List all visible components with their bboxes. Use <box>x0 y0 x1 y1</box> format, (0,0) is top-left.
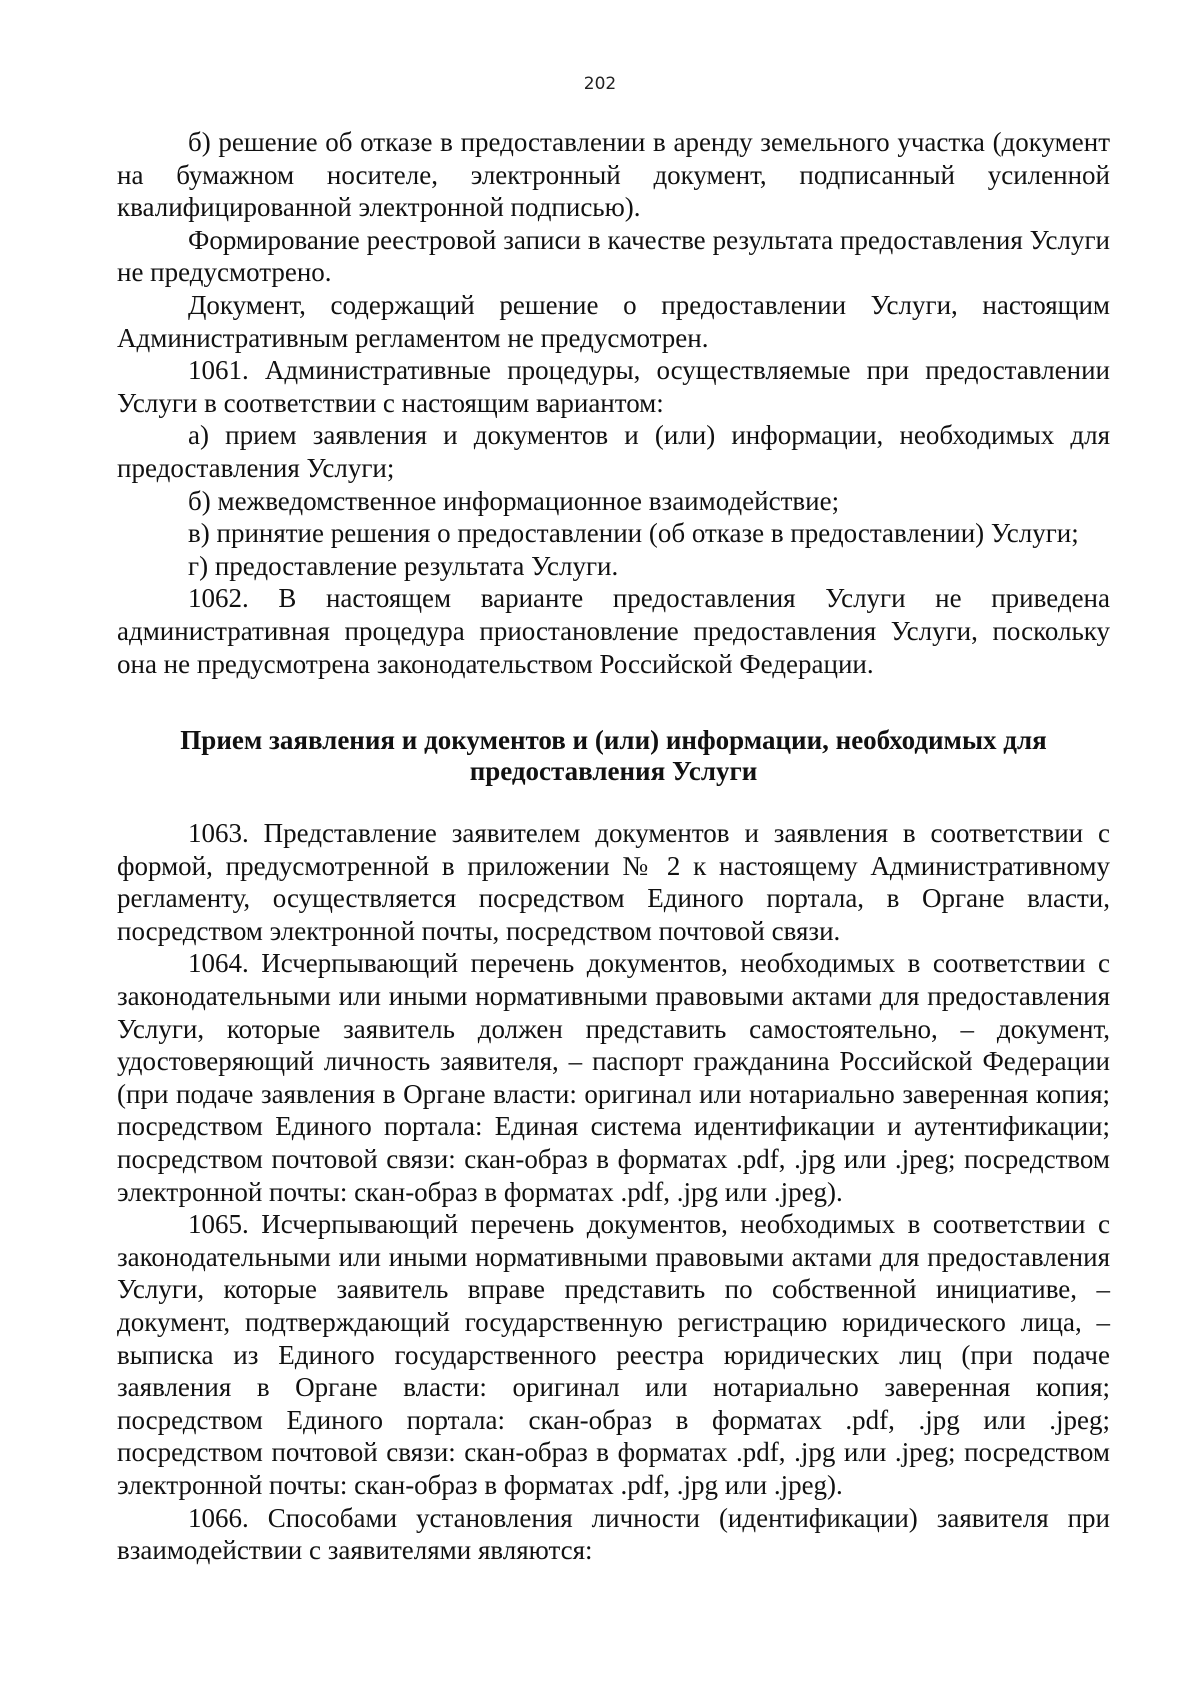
paragraph-1066: 1066. Способами установления личности (идентификации) заявителя при взаимодействии с заявителями являются: <box>117 1502 1110 1566</box>
list-item-a: а) прием заявления и документов и (или) информации, необходимых для предоставления Услуги; <box>117 420 1110 483</box>
list-item-v: в) принятие решения о предоставлении (об отказе в предоставлении) Услуги; <box>188 518 1079 549</box>
page-number: 202 <box>583 74 617 94</box>
paragraph-1065: 1065. Исчерпывающий перечень документов, необходимых в соответствии с законодательными или иными нормативными правовыми актами для предоставления Услуги, которые заявитель вправе представить по собственной инициативе, – документ, подтверждающий государственную регистрацию юридического лица, – выписка из Единого государственного реестра юридических лиц (при подаче заявления в Органе власти: оригинал или нотариально заверенная копия; посредством Единого портала: скан-образ в форматах .pdf, .jpg или .jpeg; посредством почтовой связи: скан-образ в форматах .pdf, .jpg или .jpeg; посредством электронной почты: скан-образ в форматах .pdf, .jpg или .jpeg). <box>117 1209 1110 1500</box>
paragraph-result-refusal: б) решение об отказе в предоставлении в аренду земельного участка (документ на бумажном носителе, электронный документ, подписанный усиленной квалифицированной электронной подписью). <box>117 127 1110 223</box>
list-item-g: г) предоставление результата Услуги. <box>188 550 619 581</box>
document-body <box>117 126 1110 1567</box>
paragraph-1062: 1062. В настоящем варианте предоставления Услуги не приведена административная процедура приостановление предоставления Услуги, поскольку она не предусмотрена законодательством Российской Федерации. <box>117 583 1110 679</box>
section-heading: Прием заявления и документов и (или) информации, необходимых для предоставления Услуги <box>180 725 1047 787</box>
paragraph-registry-record: Формирование реестровой записи в качестве результата предоставления Услуги не предусмотрено. <box>117 224 1110 288</box>
paragraph-1063: 1063. Представление заявителем документов и заявления в соответствии с формой, предусмотренной в приложении № 2 к настоящему Административному регламенту, осуществляется посредством Единого портала, в Органе власти, посредством электронной почты, посредством почтовой связи. <box>117 818 1110 946</box>
paragraph-1064: 1064. Исчерпывающий перечень документов, необходимых в соответствии с законодательными или иными нормативными правовыми актами для предоставления Услуги, которые заявитель должен представить самостоятельно, – документ, удостоверяющий личность заявителя, – паспорт гражданина Российской Федерации (при подаче заявления в Органе власти: оригинал или нотариально заверенная копия; посредством Единого портала: Единая система идентификации и аутентификации; посредством почтовой связи: скан-образ в форматах .pdf, .jpg или .jpeg; посредством электронной почты: скан-образ в форматах .pdf, .jpg или .jpeg). <box>117 948 1110 1207</box>
paragraph-decision-document: Документ, содержащий решение о предоставлении Услуги, настоящим Административным регламентом не предусмотрен. <box>117 289 1110 353</box>
list-item-b: б) межведомственное информационное взаимодействие; <box>188 485 840 516</box>
paragraph-1061: 1061. Административные процедуры, осуществляемые при предоставлении Услуги в соответствии с настоящим вариантом: <box>117 355 1110 418</box>
